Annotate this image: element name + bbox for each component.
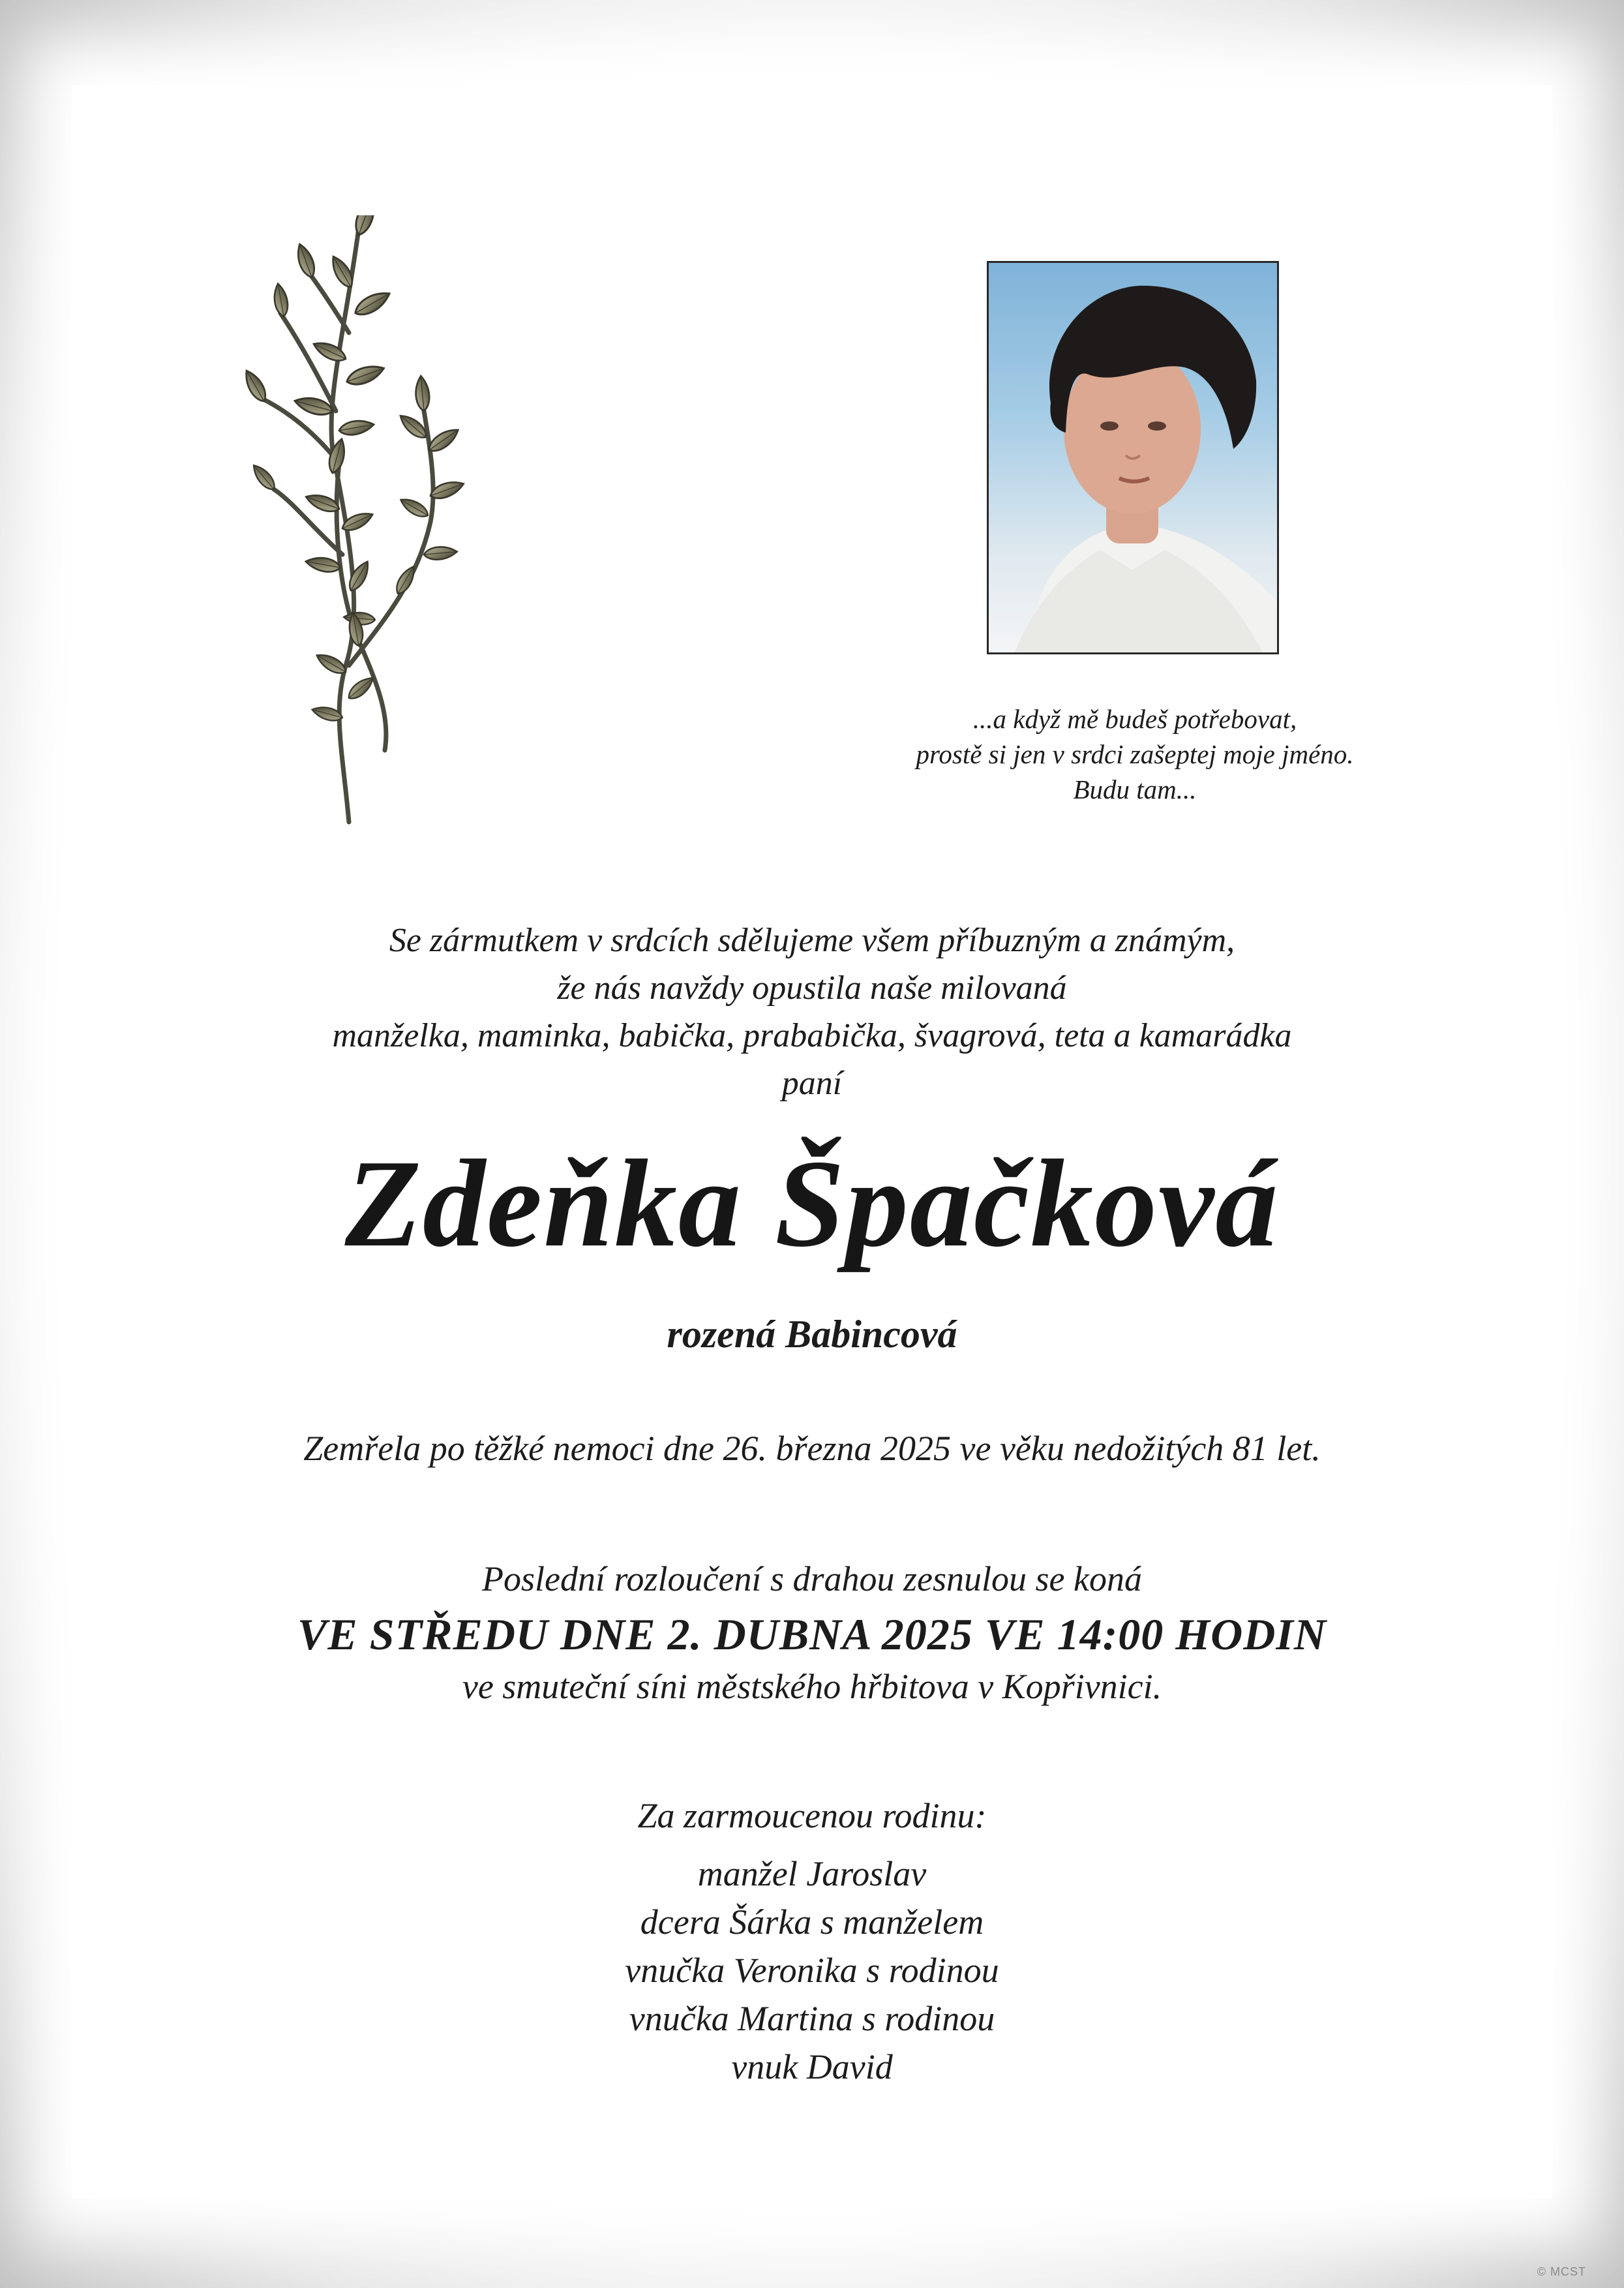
intro-line: manželka, maminka, babička, prababička, švagrová, teta a kamarádka: [332, 1017, 1292, 1054]
deceased-name: Zdeňka Špačková: [344, 1134, 1280, 1273]
intro-line: paní: [781, 1065, 843, 1102]
quote-line: prostě si jen v srdci zašeptej moje jméno.: [916, 739, 1354, 769]
intro-line: Se zármutkem v srdcích sdělujeme všem příbuzným a známým,: [389, 922, 1235, 959]
farewell-date: VE STŘEDU DNE 2. DUBNA 2025 VE 14:00 HODIN: [297, 1609, 1327, 1659]
quote-line: ...a když mě budeš potřebovat,: [972, 704, 1297, 734]
quote: [809, 701, 1461, 807]
family-member: vnuk David: [731, 2047, 893, 2086]
publisher-mark: © MCST: [1537, 2265, 1586, 2278]
olive-branch-icon: [235, 215, 509, 835]
family-member: dcera Šárka s manželem: [640, 1902, 984, 1942]
portrait-image: [989, 263, 1277, 652]
farewell-place: ve smuteční síni městského hřbitova v Kopřivnici.: [462, 1667, 1162, 1706]
family-member: vnučka Martina s rodinou: [629, 1999, 995, 2038]
farewell-intro: Poslední rozloučení s drahou zesnulou se koná: [482, 1559, 1142, 1598]
maiden-name: rozená Babincová: [667, 1313, 957, 1356]
quote-line: Budu tam...: [1073, 774, 1197, 804]
family-list: [0, 1850, 1624, 2091]
intro-line: že nás navždy opustila naše milovaná: [557, 969, 1067, 1007]
death-notice: Zemřela po těžké nemoci dne 26. března 2025 ve věku nedožitých 81 let.: [303, 1429, 1321, 1468]
family-member: vnučka Veronika s rodinou: [625, 1951, 999, 1990]
intro-text: [0, 917, 1624, 1107]
portrait-photo: [987, 261, 1279, 654]
family-member: manžel Jaroslav: [697, 1854, 927, 1893]
family-title: Za zarmoucenou rodinu:: [637, 1796, 987, 1835]
